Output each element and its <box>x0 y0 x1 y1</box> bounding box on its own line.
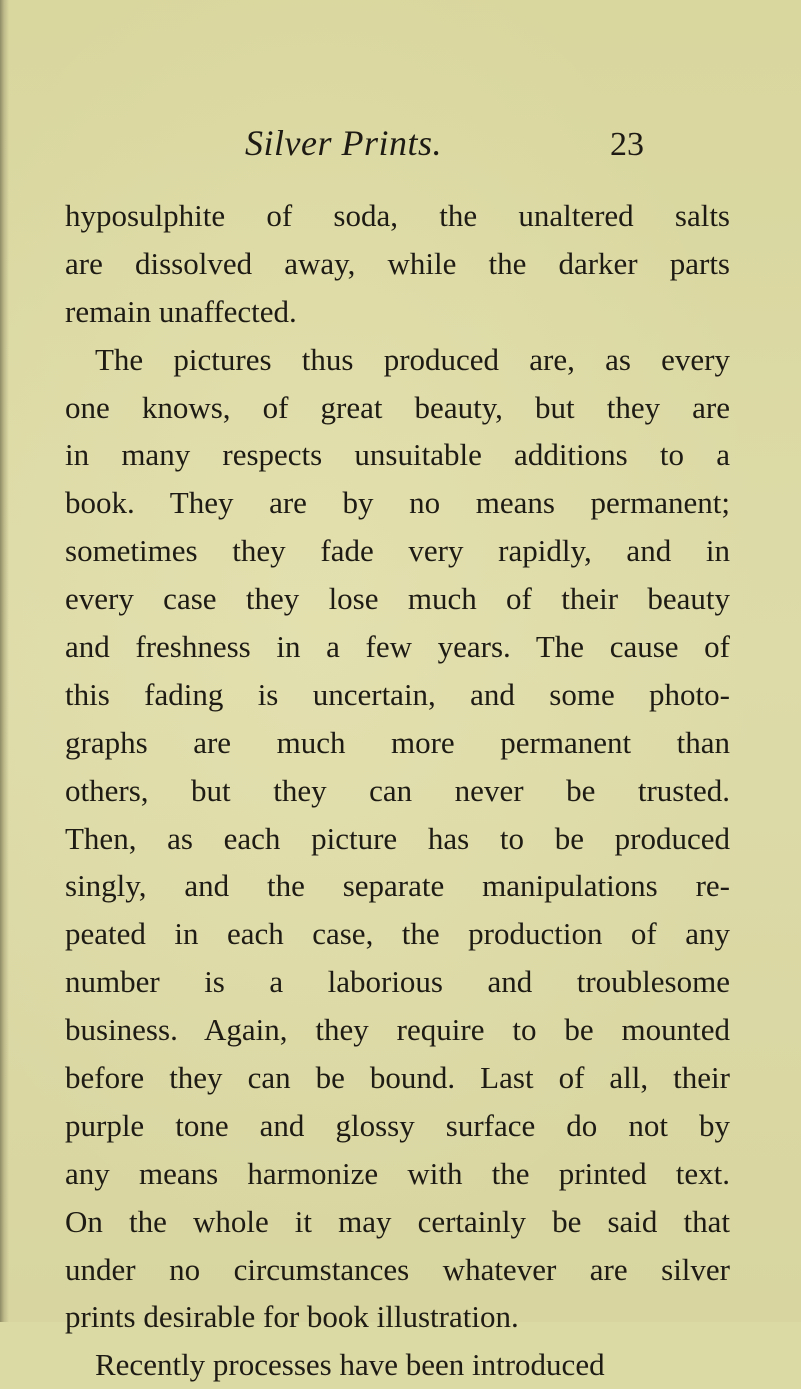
text-line: before they can be bound. Last of all, their <box>65 1060 730 1096</box>
text-line: one knows, of great beauty, but they are <box>65 389 730 425</box>
body-text <box>65 192 730 1389</box>
text-line: sometimes they fade very rapidly, and in <box>65 533 730 569</box>
text-line: number is a laborious and troublesome <box>65 964 730 1000</box>
binding-shadow <box>0 0 9 1322</box>
text-line: hyposulphite of soda, the unaltered salts <box>65 198 730 233</box>
text-line: and freshness in a few years. The cause of <box>65 629 730 665</box>
page-number: 23 <box>610 126 644 163</box>
text-line: every case they lose much of their beauty <box>65 581 730 617</box>
text-line: this fading is uncertain, and some photo- <box>65 676 730 712</box>
text-line: The pictures thus produced are, as every <box>95 341 730 377</box>
text-line: any means harmonize with the printed text. <box>65 1155 730 1191</box>
text-line: graphs are much more permanent than <box>65 724 730 760</box>
text-line: remain unaffected. <box>65 293 297 329</box>
text-line: under no circumstances whatever are silver <box>65 1251 730 1287</box>
text-line: Recently processes have been introduced <box>95 1347 605 1383</box>
text-line: On the whole it may certainly be said that <box>65 1203 730 1239</box>
text-line: prints desirable for book illustration. <box>65 1299 519 1335</box>
text-line: peated in each case, the production of any <box>65 916 730 952</box>
text-line: Then, as each picture has to be produced <box>65 820 730 856</box>
text-line: singly, and the separate manipulations re- <box>65 868 730 904</box>
text-line: purple tone and glossy surface do not by <box>65 1107 730 1143</box>
text-line: book. They are by no means permanent; <box>65 485 730 521</box>
text-line: others, but they can never be trusted. <box>65 772 730 808</box>
page-header <box>245 122 644 172</box>
running-title: Silver Prints. <box>245 123 442 163</box>
text-line: are dissolved away, while the darker parts <box>65 245 730 281</box>
text-line: in many respects unsuitable additions to a <box>65 437 730 473</box>
text-line: business. Again, they require to be mounted <box>65 1012 730 1048</box>
